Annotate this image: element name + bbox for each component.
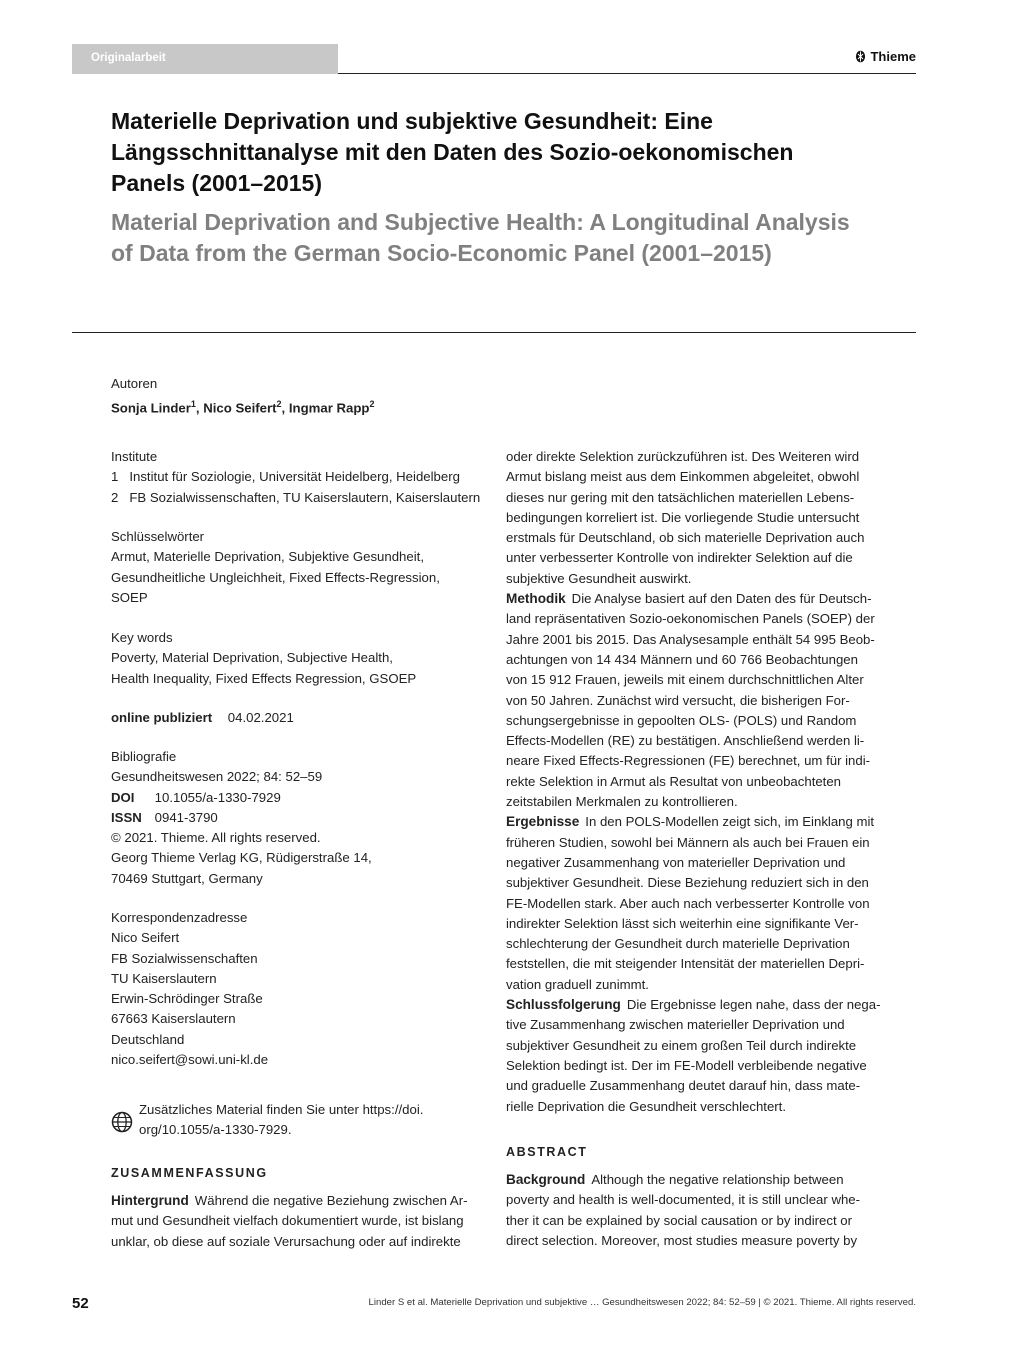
ergebnisse-line: vation graduell zunimmt. xyxy=(506,976,649,992)
schluss-line xyxy=(506,995,881,1015)
methodik-label: Methodik xyxy=(506,591,566,607)
ergebnisse-line: früheren Studien, sowohl bei Männern als auch bei Frauen ein xyxy=(506,834,870,850)
correspondence-line: Erwin-Schrödinger Straße xyxy=(111,991,263,1007)
institute-text: Institut für Soziologie, Universität Heidelberg, Heidelberg xyxy=(129,469,460,485)
doi-line xyxy=(111,788,486,808)
author-name: Nico Seifert xyxy=(203,400,277,416)
abstract-paragraph xyxy=(506,1170,881,1251)
hintergrund-line: dieses nur gering mit den tatsächlichen materiellen Lebens- xyxy=(506,489,855,505)
hintergrund-line: Armut bislang meist aus dem Einkommen abgeleitet, obwohl xyxy=(506,469,860,485)
supplementary-line[interactable]: Zusätzliches Material finden Sie unter https://doi. xyxy=(139,1102,424,1117)
correspondence-line: TU Kaiserslautern xyxy=(111,970,217,986)
title-rule xyxy=(72,332,916,333)
hintergrund-label: Hintergrund xyxy=(111,1193,189,1208)
author-name: Ingmar Rapp xyxy=(288,400,370,416)
keywords-de-line: Armut, Materielle Deprivation, Subjektive Gesundheit, xyxy=(111,549,424,565)
methodik-line: schungsergebnisse in gepoolten OLS- (POLS) und Random xyxy=(506,712,857,728)
correspondence-section xyxy=(111,908,486,1070)
supplementary-note xyxy=(111,1100,486,1141)
institute-item xyxy=(111,467,486,487)
publisher-address: Georg Thieme Verlag KG, Rüdigerstraße 14, xyxy=(111,850,372,866)
correspondence-label: Korrespondenzadresse xyxy=(111,910,248,925)
header-rule xyxy=(338,73,916,74)
author-affiliation: 2 xyxy=(276,399,282,409)
abstract-heading: ABSTRACT xyxy=(506,1145,588,1159)
zusammenfassung-right-column xyxy=(506,447,881,1117)
methodik-line xyxy=(506,589,881,609)
title-german: Materielle Deprivation und subjektive Gesundheit: Eine Längsschnittanalyse mit den Daten des Sozio-oekonomischen Panels (2001–2015) xyxy=(111,108,794,196)
author-name: Sonja Linder xyxy=(111,400,191,416)
author-affiliation: 2 xyxy=(369,399,375,409)
background-text: Although the negative relationship between xyxy=(591,1172,844,1187)
publisher-address: 70469 Stuttgart, Germany xyxy=(111,870,263,886)
schluss-label: Schlussfolgerung xyxy=(506,997,621,1013)
globe-icon xyxy=(111,1111,133,1133)
hintergrund-line: oder direkte Selektion zurückzuführen ist. Des Weiteren wird xyxy=(506,449,860,464)
ergebnisse-line: FE-Modellen stark. Aber auch nach verbesserter Kontrolle von xyxy=(506,895,870,911)
supplementary-text xyxy=(139,1100,423,1141)
ergebnisse-line: schlechterung der Gesundheit durch materielle Deprivation xyxy=(506,936,850,952)
methodik-line: zeitstabilen Merkmalen zu kontrollieren. xyxy=(506,794,738,810)
ergebnisse-line: subjektiver Gesundheit. Diese Beziehung reduziert sich in den xyxy=(506,875,869,891)
background-label: Background xyxy=(506,1172,586,1187)
author-affiliation: 1 xyxy=(190,399,196,409)
page-number: 52 xyxy=(72,1295,89,1312)
correspondence-line: Deutschland xyxy=(111,1031,185,1047)
methodik-line: von 15 912 Frauen, jeweils mit einem durchschnittlichen Alter xyxy=(506,672,864,688)
keywords-en-line: Poverty, Material Deprivation, Subjective Health, xyxy=(111,650,393,666)
publisher-logo xyxy=(855,49,916,64)
hintergrund-line: unter verbesserter Kontrolle von indirekter Selektion auf die xyxy=(506,550,853,566)
issn-value: 0941-3790 xyxy=(154,809,218,825)
hintergrund-text: Während die negative Beziehung zwischen Ar- xyxy=(194,1193,468,1208)
thieme-logo-icon xyxy=(855,50,866,63)
schluss-text: Die Ergebnisse legen nahe, dass der nega- xyxy=(626,997,881,1013)
ergebnisse-line: negativer Zusammenhang von materieller Deprivation und xyxy=(506,854,846,870)
methodik-line: Effects-Modellen (RE) zu bestätigen. Anschließend werden li- xyxy=(506,733,865,749)
doi-label: DOI xyxy=(111,789,135,805)
hintergrund-paragraph xyxy=(111,1191,486,1252)
institute-text: FB Sozialwissenschaften, TU Kaiserslautern, Kaiserslautern xyxy=(129,489,481,505)
background-line: poverty and health is well-documented, it is still unclear whe- xyxy=(506,1192,861,1208)
methodik-line: rekte Selektion in Armut als Resultat von unbeobachteten xyxy=(506,773,842,789)
article-type-label: Originalarbeit xyxy=(91,52,166,64)
ergebnisse-text: In den POLS-Modellen zeigt sich, im Einklang mit xyxy=(585,814,875,830)
methodik-line: neare Fixed Effects-Regressionen (FE) berechnet, um für indi- xyxy=(506,753,871,769)
bibliography-section xyxy=(111,747,486,889)
hintergrund-line xyxy=(111,1191,486,1211)
doi-value[interactable]: 10.1055/a-1330-7929 xyxy=(154,789,281,805)
title-english: Material Deprivation and Subjective Health: A Longitudinal Analysis of Data from the German Socio-Economic Panel (2001–2015) xyxy=(111,209,850,266)
online-label: online publiziert xyxy=(111,710,213,725)
publisher-name: Thieme xyxy=(870,49,916,64)
hintergrund-line: erstmals für Deutschland, ob sich materielle Deprivation auch xyxy=(506,530,865,546)
ergebnisse-label: Ergebnisse xyxy=(506,814,580,830)
footer-citation: Linder S et al. Materielle Deprivation und subjektive … Gesundheitswesen 2022; 84: 52–59 | © 2021. Thieme. All rights reserved. xyxy=(368,1297,916,1308)
authors-label: Autoren xyxy=(111,376,158,391)
hintergrund-line: subjektive Gesundheit auswirkt. xyxy=(506,570,692,586)
correspondence-line: 67663 Kaiserslautern xyxy=(111,1011,236,1027)
background-line: direct selection. Moreover, most studies measure poverty by xyxy=(506,1232,858,1248)
methodik-line: land repräsentativen Sozio-oekonomischen Panels (SOEP) der xyxy=(506,611,875,627)
keywords-de-line: SOEP xyxy=(111,589,148,605)
methodik-line: achtungen von 14 434 Männern und 60 766 Beobachtungen xyxy=(506,651,858,667)
institute-item xyxy=(111,488,486,508)
issn-label: ISSN xyxy=(111,809,142,825)
schluss-line: rielle Deprivation die Gesundheit verschlechtert. xyxy=(506,1098,787,1114)
article-type-bar xyxy=(72,44,338,74)
hintergrund-line: unklar, ob diese auf soziale Verursachung oder auf indirekte xyxy=(111,1233,461,1249)
journal-citation: Gesundheitswesen 2022; 84: 52–59 xyxy=(111,769,323,785)
supplementary-line[interactable]: org/10.1055/a-1330-7929. xyxy=(139,1122,292,1138)
institutes-section xyxy=(111,447,486,508)
zusammenfassung-heading: ZUSAMMENFASSUNG xyxy=(111,1166,268,1180)
keywords-de-label: Schlüsselwörter xyxy=(111,529,205,544)
ergebnisse-line: indirekter Selektion lässt sich weiterhin eine signifikante Ver- xyxy=(506,915,859,931)
methodik-text: Die Analyse basiert auf den Daten des für Deutsch- xyxy=(571,591,872,607)
schluss-line: und graduelle Zusammenhang deutet darauf hin, dass mate- xyxy=(506,1078,861,1094)
correspondence-email[interactable]: nico.seifert@sowi.uni-kl.de xyxy=(111,1052,269,1068)
correspondence-line: FB Sozialwissenschaften xyxy=(111,950,258,966)
correspondence-line: Nico Seifert xyxy=(111,930,180,946)
institutes-label: Institute xyxy=(111,449,158,464)
hintergrund-line: mut und Gesundheit vielfach dokumentiert wurde, ist bislang xyxy=(111,1213,464,1229)
issn-line xyxy=(111,808,486,828)
bibliography-label: Bibliografie xyxy=(111,749,177,764)
keywords-en-label: Key words xyxy=(111,630,173,645)
hintergrund-line: bedingungen korreliert ist. Die vorliegende Studie untersucht xyxy=(506,509,860,525)
keywords-en-section xyxy=(111,628,486,689)
background-line: ther it can be explained by social causation or by indirect or xyxy=(506,1212,852,1228)
authors-list: Sonja Linder$^1$, Nico Seifert$^2$, Ingmar Rapp$^2$ xyxy=(111,399,375,416)
ergebnisse-line xyxy=(506,812,881,832)
schluss-line: Selektion bedingt ist. Der im FE-Modell verbleibende negative xyxy=(506,1057,867,1073)
online-published xyxy=(111,708,486,728)
keywords-en-line: Health Inequality, Fixed Effects Regression, GSOEP xyxy=(111,670,417,686)
ergebnisse-line: feststellen, die mit steigender Intensität der materiellen Depri- xyxy=(506,956,865,972)
keywords-de-line: Gesundheitliche Ungleichheit, Fixed Effects-Regression, xyxy=(111,569,440,585)
methodik-line: Jahre 2001 bis 2015. Das Analysesample enthält 54 995 Beob- xyxy=(506,631,875,647)
copyright: © 2021. Thieme. All rights reserved. xyxy=(111,830,321,846)
institute-number: 1 xyxy=(111,469,119,485)
schluss-line: tive Zusammenhang zwischen materieller Deprivation und xyxy=(506,1017,845,1033)
schluss-line: subjektiver Gesundheit zu einem großen Teil durch indirekte xyxy=(506,1037,857,1053)
background-line xyxy=(506,1170,881,1190)
institute-number: 2 xyxy=(111,489,119,505)
methodik-line: von 50 Jahren. Zunächst wird versucht, die bisherigen For- xyxy=(506,692,850,708)
keywords-de-section xyxy=(111,527,486,608)
online-date: 04.02.2021 xyxy=(227,710,294,725)
